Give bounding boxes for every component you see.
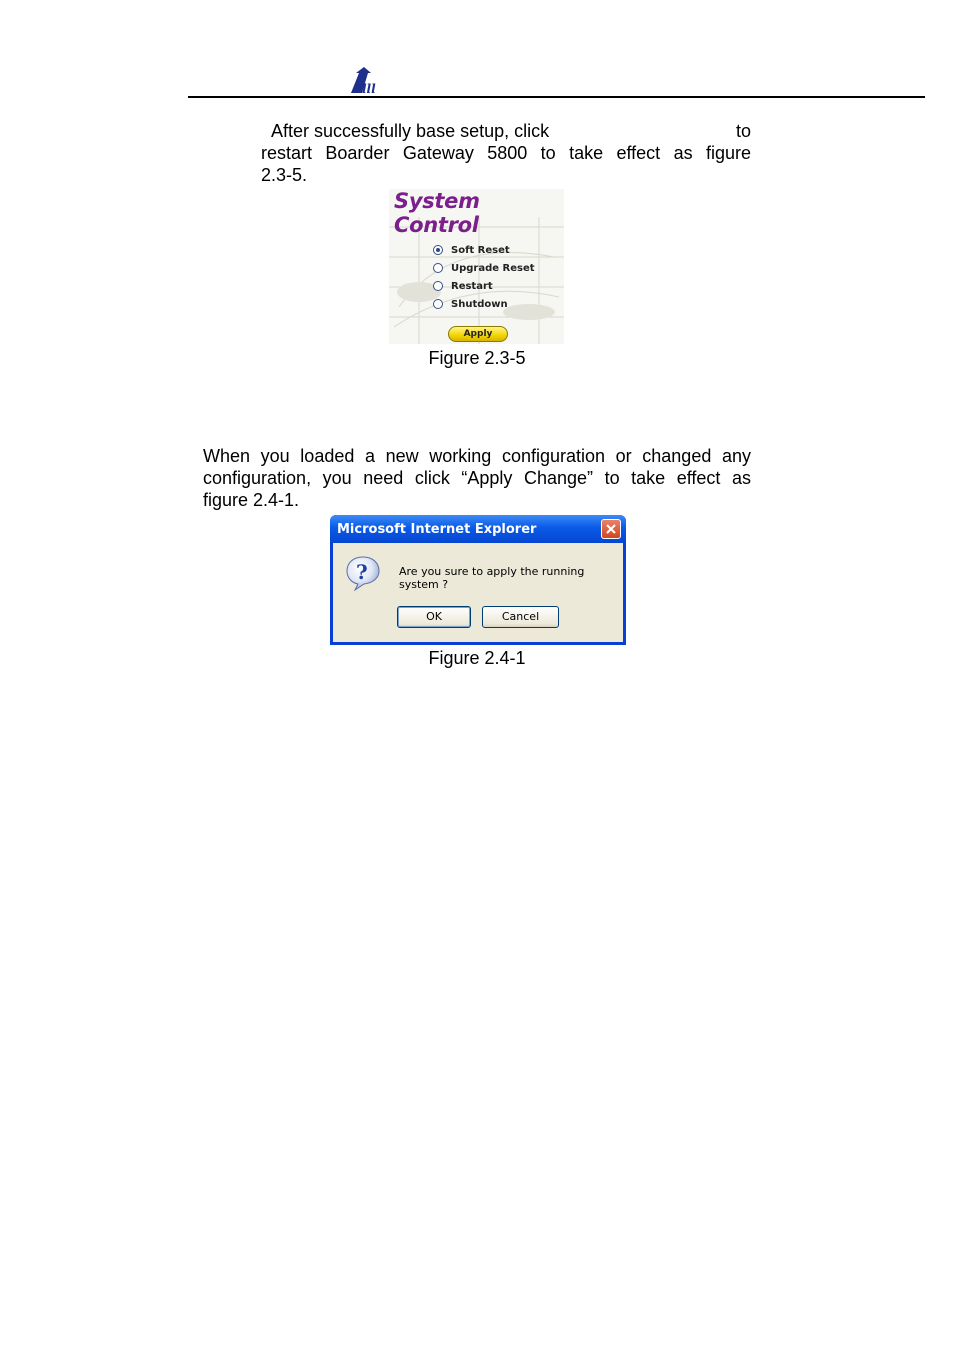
system-control-panel	[389, 189, 564, 344]
radio-label: Shutdown	[451, 298, 508, 310]
dialog-body	[333, 543, 623, 642]
paragraph-restart	[261, 120, 751, 186]
apply-button[interactable]: Apply	[448, 326, 508, 342]
dialog-titlebar[interactable]	[330, 515, 626, 543]
radio-label: Soft Reset	[451, 244, 510, 256]
dialog-title: Microsoft Internet Explorer	[337, 522, 537, 537]
radio-soft-reset[interactable]	[433, 243, 510, 257]
paragraph-apply-change	[203, 445, 751, 511]
header-rule	[188, 96, 925, 98]
dialog-message: Are you sure to apply the running system ?	[399, 565, 585, 591]
radio-upgrade-reset[interactable]	[433, 261, 535, 275]
paragraph-text: After successfully base setup, click	[271, 121, 550, 141]
radio-label: Upgrade Reset	[451, 262, 535, 274]
radio-selected-icon[interactable]	[433, 245, 443, 255]
paragraph-line: When you loaded a new working configuration or changed any	[203, 446, 751, 466]
svg-text:lll: lll	[362, 82, 376, 95]
radio-shutdown[interactable]	[433, 297, 508, 311]
svg-text:?: ?	[356, 560, 368, 584]
figure-caption: Figure 2.3-5	[428, 348, 526, 368]
radio-icon[interactable]	[433, 263, 443, 273]
paragraph-line: figure 2.4-1.	[203, 490, 300, 510]
paragraph-line: 2.3-5.	[261, 165, 308, 185]
paragraph-text: to	[735, 121, 751, 141]
ok-button[interactable]: OK	[397, 606, 471, 628]
radio-icon[interactable]	[433, 281, 443, 291]
company-logo-icon	[349, 67, 379, 95]
cancel-button[interactable]: Cancel	[482, 606, 559, 628]
confirm-dialog	[330, 515, 626, 645]
radio-icon[interactable]	[433, 299, 443, 309]
paragraph-line	[261, 120, 751, 142]
question-icon	[345, 555, 381, 591]
close-button[interactable]	[601, 519, 621, 539]
close-icon	[605, 523, 617, 535]
paragraph-line: restart Boarder Gateway 5800 to take effect as figure	[261, 143, 751, 163]
paragraph-line: configuration, you need click “Apply Change” to take effect as	[203, 468, 751, 488]
radio-restart[interactable]	[433, 279, 493, 293]
radio-label: Restart	[451, 280, 493, 292]
figure-caption: Figure 2.4-1	[428, 648, 526, 668]
panel-title: System Control	[394, 189, 480, 237]
